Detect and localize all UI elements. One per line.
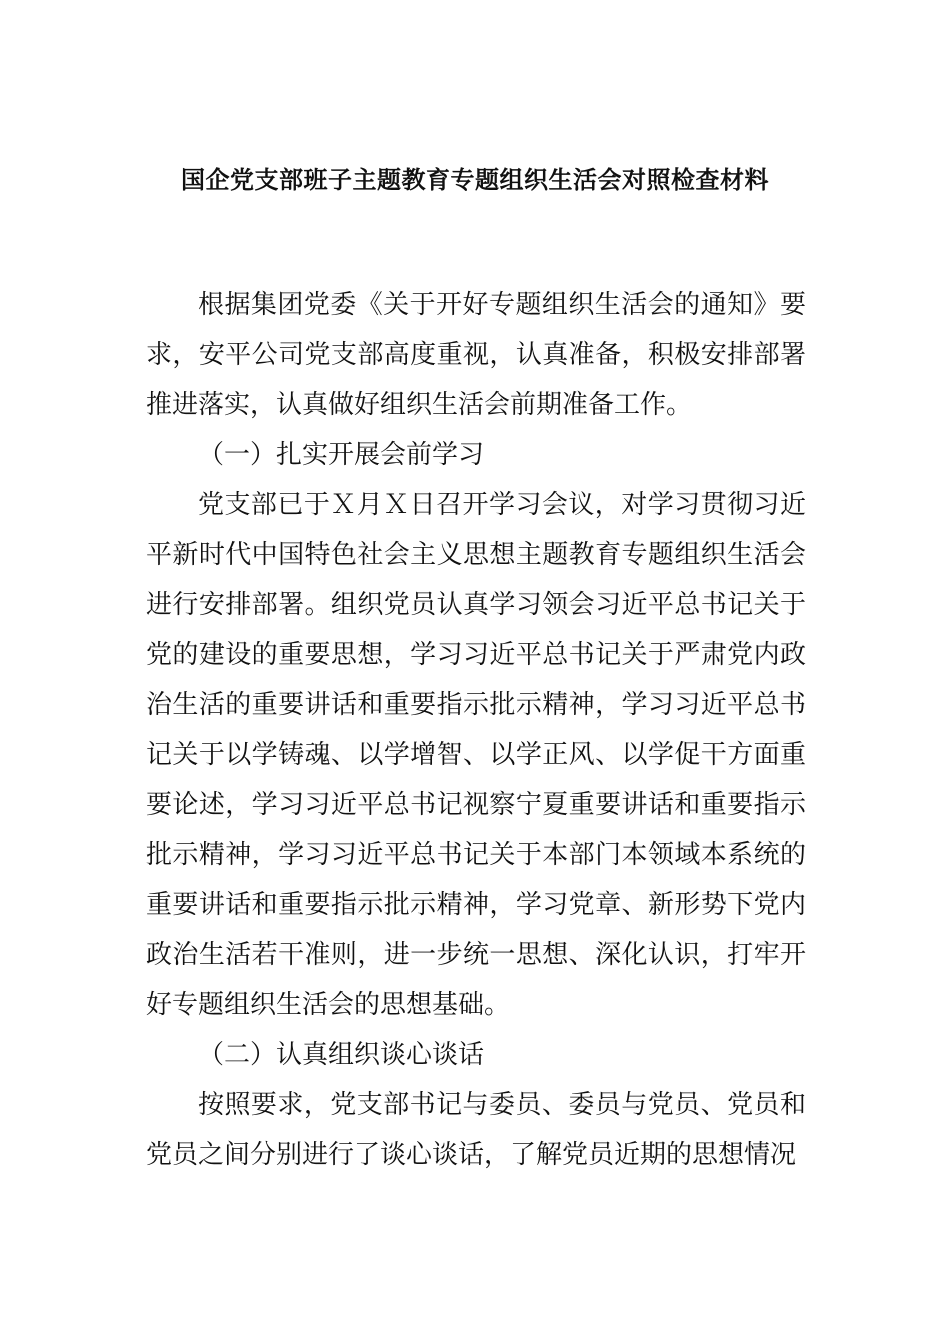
section-1-paragraph: 党支部已于Ｘ月Ｘ日召开学习会议，对学习贯彻习近平新时代中国特色社会主义思想主题教育专题组织生活会进行安排部署。组织党员认真学习领会习近平总书记关于党的建设的重要思想，学习习近平总书记关于严肃党内政治生活的重要讲话和重要指示批示精神，学习习近平总书记关于以学铸魂、以学增智、以学正风、以学促干方面重要论述，学习习近平总书记视察宁夏重要讲话和重要指示批示精神，学习习近平总书记关于本部门本领域本系统的重要讲话和重要指示批示精神，学习党章、新形势下党内政治生活若干准则，进一步统一思想、深化认识，打牢开好专题组织生活会的思想基础。: [146, 490, 806, 1020]
section-2-paragraph: 按照要求，党支部书记与委员、委员与党员、党员和党员之间分别进行了谈心谈话，了解党员近期的思想情况: [146, 1090, 806, 1170]
section-heading-1: （一）扎实开展会前学习: [198, 440, 485, 470]
document-title: 国企党支部班子主题教育专题组织生活会对照检查材料: [181, 166, 769, 194]
section-heading-2: （二）认真组织谈心谈话: [198, 1040, 485, 1070]
intro-paragraph: 根据集团党委《关于开好专题组织生活会的通知》要求，安平公司党支部高度重视，认真准备，积极安排部署推进落实，认真做好组织生活会前期准备工作。: [146, 290, 806, 420]
document-body: [146, 280, 806, 1180]
